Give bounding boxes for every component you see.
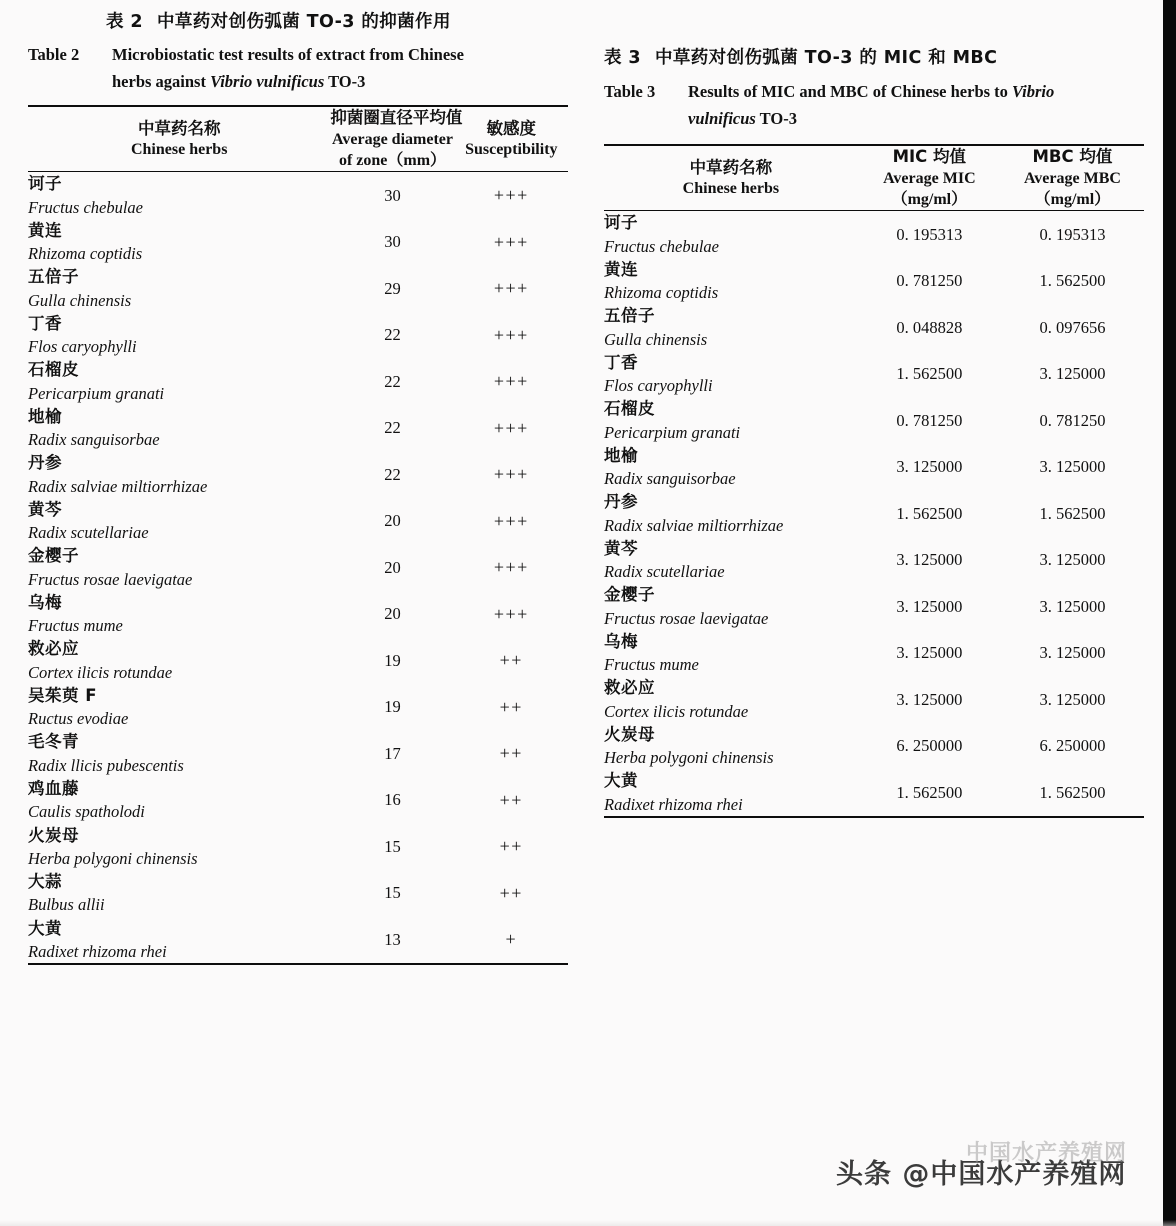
herb-name-latin: Radixet rhizoma rhei <box>28 941 167 961</box>
table-bottom-rule <box>28 964 568 965</box>
mbc-value-cell: 0. 097656 <box>1039 317 1106 337</box>
sus-value-cell: + <box>505 929 518 950</box>
table3-col-mic-header-en: Average MIC <box>883 169 976 187</box>
mbc-value-cell: 3. 125000 <box>1039 596 1106 616</box>
herb-name-chinese: 丁香 <box>604 352 638 372</box>
herb-name-latin: Herba polygoni chinensis <box>604 748 774 768</box>
herb-name-chinese: 诃子 <box>28 174 62 194</box>
mbc-value-cell: 6. 250000 <box>1039 736 1106 756</box>
table3-col-mbc-header <box>1001 145 1144 210</box>
zone-value-cell: 22 <box>384 464 401 484</box>
table3-header-row <box>604 145 1144 210</box>
herb-name-cell <box>604 304 858 351</box>
table2-column <box>28 0 568 965</box>
zone-value-cell: 30 <box>384 232 401 252</box>
herb-name-chinese: 石榴皮 <box>604 399 655 419</box>
table2-col-susceptibility-header-en: Susceptibility <box>465 141 558 159</box>
watermark-ghost-text: 中国水产养殖网 <box>966 1141 1128 1166</box>
zone-value-cell: 22 <box>384 418 401 438</box>
mic-value-cell: 0. 781250 <box>896 271 963 291</box>
mic-value-cell: 3. 125000 <box>896 643 963 663</box>
herb-name-latin: Radix llicis pubescentis <box>28 755 184 775</box>
table2-col-herb-header <box>28 106 330 171</box>
herb-name-cell <box>604 676 858 723</box>
table2-caption-english-line1: Microbiostatic test results of extract from Chinese <box>112 45 464 64</box>
herb-name-chinese: 乌梅 <box>28 592 62 612</box>
herb-name-latin: Rhizoma coptidis <box>604 283 719 303</box>
table-row <box>28 544 568 591</box>
mbc-value-cell: 3. 125000 <box>1039 457 1106 477</box>
herb-name-cell <box>604 723 858 770</box>
herb-name-cell <box>604 444 858 491</box>
table-row <box>604 676 1144 723</box>
table2-caption-line2-prefix: herbs against <box>112 71 211 91</box>
zone-value-cell: 15 <box>384 836 401 856</box>
herb-name-cell <box>28 405 330 452</box>
zone-value-cell: 30 <box>384 185 401 205</box>
mbc-value-cell: 0. 195313 <box>1039 224 1106 244</box>
sus-value-cell: +++ <box>493 324 529 345</box>
table2-caption-english-label: Table 2 <box>28 45 80 64</box>
herb-name-latin: Caulis spatholodi <box>28 802 145 822</box>
table2-caption-species: Vibrio vulnificus <box>210 71 325 91</box>
table3-caption-strain: TO-3 <box>755 108 797 128</box>
table2-caption-english <box>28 42 568 95</box>
herb-name-chinese: 诃子 <box>604 213 638 233</box>
mbc-value-cell: 3. 125000 <box>1039 550 1106 570</box>
herb-name-chinese: 火炭母 <box>604 724 655 744</box>
table-row <box>28 870 568 917</box>
zone-value-cell: 13 <box>384 929 401 949</box>
herb-name-latin: Radix sanguisorbae <box>28 430 160 450</box>
table-row <box>28 591 568 638</box>
zone-value-cell: 20 <box>384 511 401 531</box>
table2-col-susceptibility-header-cn: 敏感度 <box>486 118 537 138</box>
herb-name-cell <box>604 258 858 305</box>
herb-name-latin: Herba polygoni chinensis <box>28 848 198 868</box>
herb-name-cell <box>28 824 330 871</box>
table2-col-susceptibility-header <box>455 106 568 171</box>
herb-name-chinese: 毛冬青 <box>28 732 79 752</box>
herb-name-latin: Fructus rosae laevigatae <box>28 569 193 589</box>
table-row <box>28 312 568 359</box>
herb-name-cell <box>28 591 330 638</box>
mic-value-cell: 3. 125000 <box>896 689 963 709</box>
table3-head <box>604 145 1144 210</box>
herb-name-chinese: 乌梅 <box>604 631 638 651</box>
herb-name-cell <box>28 451 330 498</box>
herb-name-cell <box>28 777 330 824</box>
table-row <box>28 219 568 266</box>
herb-name-cell <box>28 219 330 266</box>
herb-name-chinese: 火炭母 <box>28 825 79 845</box>
mbc-value-cell: 0. 781250 <box>1039 410 1106 430</box>
mic-value-cell: 3. 125000 <box>896 596 963 616</box>
herb-name-latin: Pericarpium granati <box>604 422 741 442</box>
mbc-value-cell: 3. 125000 <box>1039 643 1106 663</box>
herb-name-chinese: 五倍子 <box>604 306 655 326</box>
herb-name-chinese: 救必应 <box>604 678 655 698</box>
table3-caption-chinese-text: 中草药对创伤弧菌 TO-3 的 MIC 和 MBC <box>654 48 998 68</box>
table-row <box>604 304 1144 351</box>
zone-value-cell: 17 <box>384 743 401 763</box>
herb-name-latin: Radix scutellariae <box>28 523 149 543</box>
herb-name-cell <box>28 498 330 545</box>
table3-col-mbc-header-cn: MBC 均值 <box>1032 147 1113 167</box>
herb-name-cell <box>604 490 858 537</box>
table2-col-zone-header-cn: 抑菌圈直径平均值 <box>330 108 463 128</box>
herb-name-latin: Fructus mume <box>604 655 699 675</box>
table-row <box>28 637 568 684</box>
herb-name-latin: Fructus mume <box>28 616 123 636</box>
table2-col-zone-header <box>330 106 463 171</box>
sus-value-cell: ++ <box>499 882 523 903</box>
table2-header-row <box>28 106 568 171</box>
table2-caption-chinese-text: 中草药对创伤弧菌 TO-3 的抑菌作用 <box>156 12 451 32</box>
zone-value-cell: 20 <box>384 604 401 624</box>
sus-value-cell: +++ <box>493 417 529 438</box>
herb-name-latin: Gulla chinensis <box>604 329 708 349</box>
sus-value-cell: ++ <box>499 696 523 717</box>
herb-name-cell <box>604 211 858 258</box>
herb-name-chinese: 吴茱萸 F <box>28 685 98 705</box>
table-row <box>28 917 568 965</box>
mic-value-cell: 0. 781250 <box>896 410 963 430</box>
table3-wrapper <box>604 144 1144 818</box>
scan-edge-artifact-bottom <box>0 1220 1176 1226</box>
table-row <box>28 451 568 498</box>
herb-name-chinese: 救必应 <box>28 639 79 659</box>
zone-value-cell: 29 <box>384 278 401 298</box>
table2-wrapper <box>28 105 568 965</box>
mic-value-cell: 0. 048828 <box>896 317 963 337</box>
mic-value-cell: 6. 250000 <box>896 736 963 756</box>
herb-name-chinese: 大黄 <box>28 918 62 938</box>
table-row <box>604 211 1144 258</box>
herb-name-cell <box>604 630 858 677</box>
table2-caption-chinese <box>28 8 568 33</box>
sus-value-cell: +++ <box>493 510 529 531</box>
sus-value-cell: +++ <box>493 185 529 206</box>
table-row <box>28 498 568 545</box>
herb-name-chinese: 石榴皮 <box>28 360 79 380</box>
herb-name-chinese: 大黄 <box>604 771 638 791</box>
herb-name-latin: Gulla chinensis <box>28 290 132 310</box>
mic-value-cell: 0. 195313 <box>896 224 963 244</box>
table-row <box>28 824 568 871</box>
mic-value-cell: 3. 125000 <box>896 457 963 477</box>
table2-head <box>28 106 568 171</box>
herb-name-cell <box>28 312 330 359</box>
herb-name-latin: Bulbus allii <box>28 895 105 915</box>
herb-name-chinese: 金樱子 <box>604 585 655 605</box>
herb-name-cell <box>28 730 330 777</box>
sus-value-cell: +++ <box>493 557 529 578</box>
sus-value-cell: ++ <box>499 650 523 671</box>
table3-caption-chinese-label: 表 3 <box>604 48 641 68</box>
mic-value-cell: 3. 125000 <box>896 550 963 570</box>
table3-caption-species: vulnificus <box>688 108 756 128</box>
herb-name-cell <box>604 537 858 584</box>
table3-col-mbc-header-en: Average MBC <box>1023 169 1121 187</box>
mic-value-cell: 1. 562500 <box>896 364 963 384</box>
table3-col-mic-header <box>858 145 1001 210</box>
herb-name-chinese: 地榆 <box>28 406 62 426</box>
zone-value-cell: 16 <box>384 790 401 810</box>
zone-value-cell: 20 <box>384 557 401 577</box>
zone-value-cell: 19 <box>384 697 401 717</box>
herb-name-cell <box>28 544 330 591</box>
sus-value-cell: +++ <box>493 278 529 299</box>
herb-name-chinese: 丁香 <box>28 313 62 333</box>
mbc-value-cell: 3. 125000 <box>1039 364 1106 384</box>
table2-col-herb-header-en: Chinese herbs <box>130 141 228 159</box>
herb-name-latin: Flos caryophylli <box>604 376 713 396</box>
table3-col-herb-header <box>604 145 858 210</box>
table2-col-zone-header-en1: Average diameter <box>332 130 453 148</box>
table-row <box>604 769 1144 817</box>
watermark-text: 头条 @中国水产养殖网 <box>836 1159 1127 1190</box>
table3-col-herb-header-cn: 中草药名称 <box>689 157 773 177</box>
herb-name-chinese: 五倍子 <box>28 267 79 287</box>
herb-name-latin: Fructus chebulae <box>604 236 720 256</box>
table-row <box>604 258 1144 305</box>
zone-value-cell: 22 <box>384 371 401 391</box>
herb-name-cell <box>28 637 330 684</box>
table3-caption-english-line1: Results of MIC and MBC of Chinese herbs to <box>688 82 1013 101</box>
table-row <box>604 723 1144 770</box>
table-row <box>604 351 1144 398</box>
table-row <box>28 172 568 219</box>
herb-name-latin: Rhizoma coptidis <box>28 244 143 264</box>
sus-value-cell: +++ <box>493 371 529 392</box>
herb-name-cell <box>28 172 330 219</box>
mbc-value-cell: 1. 562500 <box>1039 503 1106 523</box>
sus-value-cell: ++ <box>499 789 523 810</box>
herb-name-latin: Radixet rhizoma rhei <box>604 794 743 814</box>
herb-name-chinese: 黄芩 <box>28 499 62 519</box>
herb-name-latin: Flos caryophylli <box>28 337 137 357</box>
sus-value-cell: +++ <box>493 231 529 252</box>
herb-name-latin: Radix scutellariae <box>604 562 725 582</box>
table-row <box>604 397 1144 444</box>
sus-value-cell: ++ <box>499 743 523 764</box>
table-row <box>28 730 568 777</box>
herb-name-chinese: 鸡血藤 <box>28 779 79 798</box>
table3-col-mbc-header-unit: （mg/ml） <box>1034 190 1111 208</box>
mic-value-cell: 1. 562500 <box>896 782 963 802</box>
table-row <box>604 630 1144 677</box>
herb-name-cell <box>28 870 330 917</box>
table-row <box>28 358 568 405</box>
table3-column <box>604 0 1144 818</box>
herb-name-chinese: 金樱子 <box>28 546 79 566</box>
herb-name-chinese: 丹参 <box>28 453 62 473</box>
sus-value-cell: ++ <box>499 836 523 857</box>
herb-name-latin: Cortex ilicis rotundae <box>604 701 749 721</box>
herb-name-cell <box>604 397 858 444</box>
table3-col-herb-header-en: Chinese herbs <box>682 180 780 198</box>
herb-name-latin: Radix sanguisorbae <box>604 469 736 489</box>
herb-name-cell <box>28 684 330 731</box>
table2-caption-strain: TO-3 <box>324 71 366 91</box>
herb-name-latin: Fructus chebulae <box>28 197 144 217</box>
scan-edge-artifact-right <box>1163 0 1176 1226</box>
herb-name-latin: Fructus rosae laevigatae <box>604 608 769 628</box>
herb-name-latin: Ructus evodiae <box>28 709 129 729</box>
table-bottom-rule <box>604 817 1144 818</box>
table-row <box>28 265 568 312</box>
table2-body <box>28 172 568 965</box>
table-row <box>604 490 1144 537</box>
table-row <box>604 583 1144 630</box>
table2 <box>28 105 568 965</box>
herb-name-cell <box>604 769 858 817</box>
mic-value-cell: 1. 562500 <box>896 503 963 523</box>
mbc-value-cell: 3. 125000 <box>1039 689 1106 709</box>
table3-caption-genus: Vibrio <box>1012 82 1055 101</box>
herb-name-latin: Radix salviae miltiorrhizae <box>28 476 208 496</box>
herb-name-chinese: 丹参 <box>604 492 638 512</box>
herb-name-cell <box>604 351 858 398</box>
herb-name-chinese: 黄连 <box>604 259 638 279</box>
table-row <box>28 777 568 824</box>
sus-value-cell: +++ <box>493 603 529 624</box>
zone-value-cell: 15 <box>384 883 401 903</box>
herb-name-cell <box>28 917 330 965</box>
herb-name-cell <box>604 583 858 630</box>
herb-name-latin: Pericarpium granati <box>28 383 165 403</box>
table-row <box>28 684 568 731</box>
table3 <box>604 144 1144 818</box>
sus-value-cell: +++ <box>493 464 529 485</box>
table-row <box>28 405 568 452</box>
herb-name-cell <box>28 358 330 405</box>
herb-name-chinese: 黄连 <box>28 220 62 240</box>
herb-name-chinese: 黄芩 <box>604 538 638 558</box>
table3-body <box>604 211 1144 818</box>
zone-value-cell: 19 <box>384 650 401 670</box>
table3-caption-chinese <box>604 44 1144 69</box>
table3-col-mic-header-unit: （mg/ml） <box>891 190 968 208</box>
table3-col-mic-header-cn: MIC 均值 <box>892 147 967 167</box>
mbc-value-cell: 1. 562500 <box>1039 782 1106 802</box>
herb-name-chinese: 地榆 <box>604 445 638 465</box>
table-row <box>604 444 1144 491</box>
herb-name-cell <box>28 265 330 312</box>
table2-caption-english-line2 <box>28 69 568 96</box>
zone-value-cell: 22 <box>384 325 401 345</box>
table3-caption-english <box>604 79 1144 132</box>
table2-caption-chinese-label: 表 2 <box>106 12 143 32</box>
table2-col-zone-header-en2: of zone（mm） <box>338 151 447 169</box>
herb-name-latin: Cortex ilicis rotundae <box>28 662 173 682</box>
table-row <box>604 537 1144 584</box>
herb-name-latin: Radix salviae miltiorrhizae <box>604 515 784 535</box>
herb-name-chinese: 大蒜 <box>28 872 62 892</box>
mbc-value-cell: 1. 562500 <box>1039 271 1106 291</box>
table3-caption-english-label: Table 3 <box>604 82 656 101</box>
table3-caption-english-line2 <box>604 106 1144 133</box>
table2-col-herb-header-cn: 中草药名称 <box>137 118 221 138</box>
